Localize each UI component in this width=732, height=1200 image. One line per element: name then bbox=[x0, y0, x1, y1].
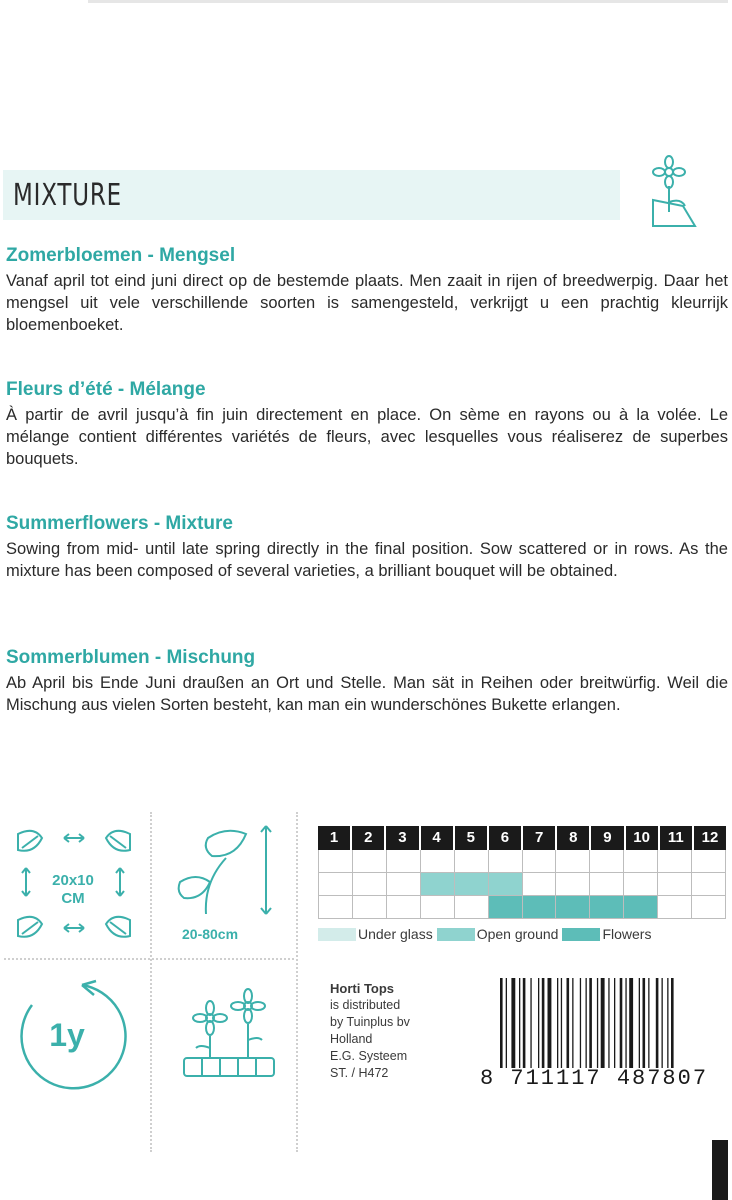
calendar-cell bbox=[387, 873, 421, 895]
barcode-bar bbox=[597, 978, 598, 1068]
month-label: 9 bbox=[591, 826, 625, 850]
barcode-bar bbox=[662, 978, 663, 1068]
section-body: À partir de avril jusqu’à fin juin directement en place. On sème en rayons ou à la volée. Le mélange contient différentes variétés de fleurs, avec lesquelles vous réaliserez de superbes bouquets. bbox=[6, 406, 728, 468]
lifecycle-label: 1y bbox=[49, 1017, 85, 1053]
legend-swatch bbox=[562, 928, 600, 941]
barcode-bar bbox=[656, 978, 659, 1068]
spacing-unit: CM bbox=[61, 890, 85, 907]
calendar-cell bbox=[489, 850, 523, 872]
month-label: 4 bbox=[421, 826, 455, 850]
section-english bbox=[6, 512, 728, 582]
section-title: Summerflowers - Mixture bbox=[6, 513, 233, 534]
month-label: 12 bbox=[701, 829, 719, 846]
calendar-cell bbox=[590, 850, 624, 872]
calendar-cell bbox=[353, 896, 387, 918]
divider bbox=[4, 958, 294, 960]
calendar-cell bbox=[692, 850, 726, 872]
distributor-line: is distributed bbox=[330, 998, 401, 1012]
month-label: 2 bbox=[352, 826, 386, 850]
barcode-bar bbox=[667, 978, 668, 1068]
calendar-cell bbox=[556, 850, 590, 872]
barcode-bar bbox=[548, 978, 552, 1068]
month-label: 11 bbox=[660, 826, 694, 850]
barcode-bar bbox=[620, 978, 623, 1068]
calendar-cell bbox=[353, 873, 387, 895]
barcode-bar bbox=[572, 978, 573, 1068]
barcode-bar bbox=[567, 978, 570, 1068]
calendar-cell bbox=[590, 896, 624, 918]
month-label: 6 bbox=[489, 826, 523, 850]
barcode-bar bbox=[511, 978, 515, 1068]
distributor-line: E.G. Systeem bbox=[330, 1049, 408, 1063]
flower-packet-icon bbox=[643, 150, 703, 230]
barcode-bar bbox=[629, 978, 633, 1068]
section-french bbox=[6, 378, 728, 470]
calendar-cell bbox=[692, 896, 726, 918]
distributor-line: Holland bbox=[330, 1032, 373, 1046]
lifecycle-block bbox=[12, 975, 132, 1095]
sowing-calendar bbox=[318, 826, 726, 919]
calendar-cell bbox=[556, 896, 590, 918]
legend-swatch bbox=[318, 928, 356, 941]
barcode-bar bbox=[506, 978, 507, 1068]
distributor-line: by Tuinplus bv bbox=[330, 1015, 410, 1029]
section-dutch bbox=[6, 244, 728, 336]
barcode-bar bbox=[643, 978, 646, 1068]
calendar-cell bbox=[421, 850, 455, 872]
barcode-bar bbox=[519, 978, 520, 1068]
banner-label: MIXTURE bbox=[13, 178, 123, 213]
barcode-bar bbox=[530, 978, 531, 1068]
calendar-month-header bbox=[318, 826, 726, 850]
flowers-row bbox=[318, 896, 726, 919]
brand-name: Horti Tops bbox=[330, 981, 395, 996]
barcode-bar bbox=[500, 978, 503, 1068]
distributor-line: ST. / H472 bbox=[330, 1066, 389, 1080]
barcode-bar bbox=[557, 978, 558, 1068]
barcode-bar bbox=[589, 978, 592, 1068]
legend-swatch bbox=[437, 928, 475, 941]
calendar-cell bbox=[556, 873, 590, 895]
calendar-cell bbox=[658, 850, 692, 872]
barcode-number: 8 711117 487807 bbox=[480, 1066, 709, 1091]
calendar-cell bbox=[523, 873, 557, 895]
seedling-tray-icon bbox=[176, 984, 280, 1088]
top-border-line bbox=[88, 0, 728, 3]
calendar-cell bbox=[692, 873, 726, 895]
barcode-bar bbox=[625, 978, 626, 1068]
calendar-cell bbox=[590, 873, 624, 895]
height-block bbox=[166, 822, 286, 948]
calendar-cell bbox=[353, 850, 387, 872]
barcode-bar bbox=[561, 978, 562, 1068]
spacing-block bbox=[8, 822, 144, 948]
legend-flowers bbox=[562, 926, 651, 942]
plant-height-icon bbox=[166, 822, 286, 927]
section-body: Vanaf april tot eind juni direct op de bestemde plaats. Men zaait in rijen of breedwerpig. Daar het mengsel uit vele verschillende soorten is samengesteld, verkrijgt u een prachtig kleurrijk bloemenboeket. bbox=[6, 272, 728, 334]
under-glass-row bbox=[318, 850, 726, 873]
barcode-bar bbox=[542, 978, 545, 1068]
height-label: 20-80cm bbox=[182, 926, 239, 942]
calendar-cell bbox=[523, 896, 557, 918]
section-title: Zomerbloemen - Mengsel bbox=[6, 245, 236, 266]
barcode-bar bbox=[601, 978, 605, 1068]
calendar-cell bbox=[318, 850, 353, 872]
barcode-bar bbox=[639, 978, 640, 1068]
month-label: 10 bbox=[626, 826, 660, 850]
calendar-cell bbox=[318, 896, 353, 918]
calendar-cell bbox=[421, 896, 455, 918]
calendar-cell bbox=[658, 896, 692, 918]
month-label: 5 bbox=[455, 826, 489, 850]
calendar-cell bbox=[455, 873, 489, 895]
spacing-value: 20x10 bbox=[52, 872, 94, 889]
month-label: 7 bbox=[523, 826, 557, 850]
divider bbox=[296, 812, 298, 1152]
calendar-cell bbox=[624, 896, 658, 918]
calendar-cell bbox=[318, 873, 353, 895]
barcode-bar bbox=[671, 978, 674, 1068]
month-label: 3 bbox=[386, 826, 420, 850]
barcode-bar bbox=[538, 978, 539, 1068]
open-ground-row bbox=[318, 873, 726, 896]
section-body: Ab April bis Ende Juni draußen an Ort und Stelle. Man sät in Reihen oder breitwürfig. Weil die Mischung aus vielen Sorten besteht, kan man ein wunderschönes Bukette erlangen. bbox=[6, 674, 728, 714]
mixture-banner bbox=[3, 170, 620, 220]
calendar-cell bbox=[523, 850, 557, 872]
legend-open-ground bbox=[437, 926, 559, 942]
legend-label: Open ground bbox=[476, 926, 559, 942]
barcode-bar bbox=[614, 978, 615, 1068]
edge-marker bbox=[712, 1140, 728, 1200]
section-body: Sowing from mid- until late spring directly in the final position. Sow scattered or in rows. As the mixture has been composed of several varieties, a brilliant bouquet will be obtained. bbox=[6, 540, 728, 580]
calendar-cell bbox=[658, 873, 692, 895]
calendar-cell bbox=[489, 873, 523, 895]
legend-under-glass bbox=[318, 926, 433, 942]
month-label: 8 bbox=[557, 826, 591, 850]
barcode-bar bbox=[648, 978, 649, 1068]
calendar-cell bbox=[455, 850, 489, 872]
barcode-bar bbox=[580, 978, 581, 1068]
legend-label: Flowers bbox=[602, 926, 652, 942]
calendar-cell bbox=[387, 896, 421, 918]
calendar-cell bbox=[455, 896, 489, 918]
calendar-cell bbox=[624, 873, 658, 895]
month-label: 1 bbox=[318, 826, 352, 850]
barcode-bar bbox=[586, 978, 587, 1068]
section-title: Fleurs d’été - Mélange bbox=[6, 379, 206, 400]
divider bbox=[150, 812, 152, 1152]
barcode bbox=[498, 978, 728, 1068]
barcode-bar bbox=[608, 978, 609, 1068]
calendar-cell bbox=[421, 873, 455, 895]
barcode-bar bbox=[523, 978, 526, 1068]
calendar-cell bbox=[624, 850, 658, 872]
section-german bbox=[6, 646, 728, 716]
legend-label: Under glass bbox=[358, 926, 433, 942]
calendar-cell bbox=[489, 896, 523, 918]
calendar-cell bbox=[387, 850, 421, 872]
distributor-info bbox=[330, 980, 410, 1082]
section-title: Sommerblumen - Mischung bbox=[6, 647, 256, 668]
calendar-legend bbox=[318, 926, 728, 942]
